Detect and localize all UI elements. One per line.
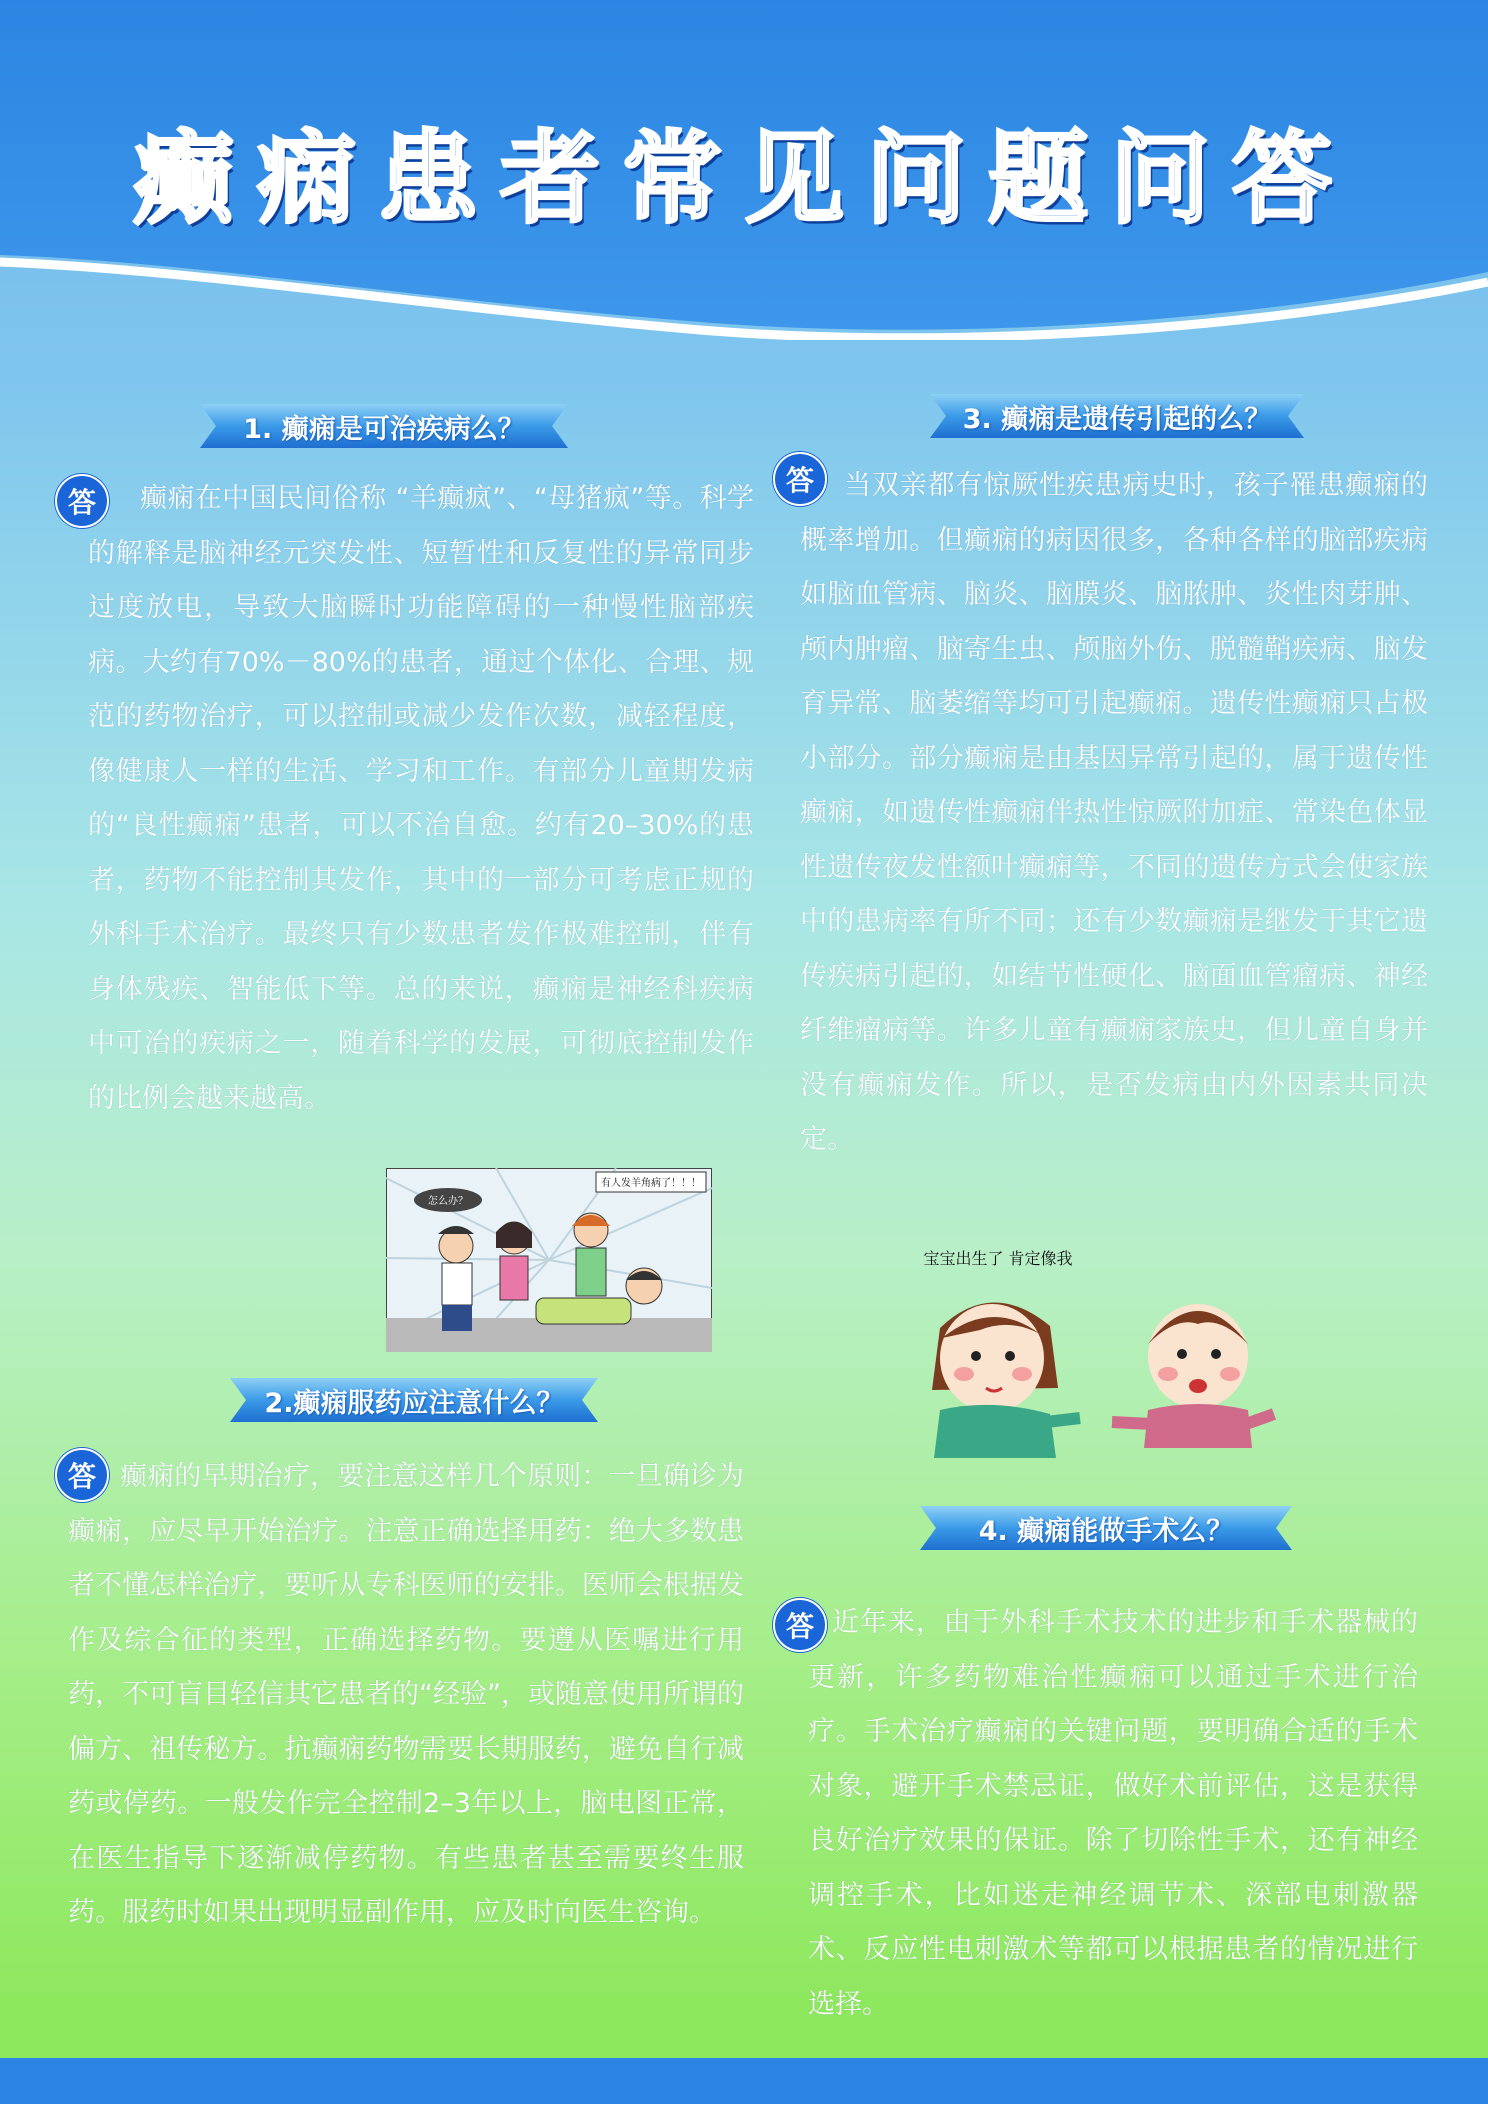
seizure-bubble-text: 怎么办？ (428, 1196, 468, 1207)
bystander-woman-figure (496, 1222, 532, 1300)
heading-ribbon-q3 (930, 386, 1304, 446)
heading-q1: 1. 癫痫是可治疾病么？ (243, 413, 525, 445)
heading-q4: 4. 癫痫能做手术么？ (978, 1515, 1234, 1547)
answer-text-q4: 近年来，由于外科手术技术的进步和手术器械的更新，许多药物难治性癫痫可以通过手术进行治疗。手术治疗癫痫的关键问题，要明确合适的手术对象，避开手术禁忌证，做好术前评估，这是获得良好治疗效果的保证。除了切除性手术，还有神经调控手术，比如迷走神经调节术、深部电刺激器术、反应性电刺激术等都可以根据患者的情况进行选择。 (808, 1607, 1418, 2020)
answer-badge-q2: 答 (55, 1448, 109, 1502)
answer-badge-q4: 答 (773, 1598, 827, 1652)
bystander-man-figure (438, 1226, 474, 1331)
heading-q2: 2.癫痫服药应注意什么？ (264, 1387, 564, 1419)
couple-cartoon-illustration (880, 1238, 1280, 1458)
girl-figure (572, 1213, 610, 1296)
answer-badge-q1: 答 (55, 474, 109, 528)
man-figure (1112, 1304, 1274, 1448)
heading-q3: 3. 癫痫是遗传引起的么？ (962, 403, 1272, 435)
heading-ribbon-q1 (200, 396, 568, 456)
answer-text-q1: 癫痫在中国民间俗称 “羊癫疯”、“母猪疯”等。科学的解释是脑神经元突发性、短暂性和反复性的异常同步过度放电，导致大脑瞬时功能障碍的一种慢性脑部疾病。大约有70%－80%的患者，通过个体化、合理、规范的药物治疗，可以控制或减少发作次数，减轻程度，像健康人一样的生活、学习和工作。有部分儿童期发病的“良性癫痫”患者，可以不治自愈。约有20–30%的患者，药物不能控制其发作，其中的一部分可考虑正规的外科手术治疗。最终只有少数患者发作极难控制，伴有身体残疾、智能低下等。总的来说，癫痫是神经科疾病中可治的疾病之一，随着科学的发展，可彻底控制发作的比例会越来越高。 (88, 483, 754, 1114)
couple-caption-text: 宝宝出生了 肯定像我 (923, 1249, 1073, 1268)
poster-title: 癫痫患者常见问题问答 (134, 120, 1354, 237)
answer-text-q2: 癫痫的早期治疗，要注意这样几个原则：一旦确诊为癫痫，应尽早开始治疗。注意正确选择用药：绝大多数患者不懂怎样治疗，要听从专科医师的安排。医师会根据发作及综合征的类型，正确选择药物。要遵从医嘱进行用药，不可盲目轻信其它患者的“经验”，或随意使用所谓的偏方、祖传秘方。抗癫痫药物需要长期服药，避免自行减药或停药。一般发作完全控制2–3年以上，脑电图正常，在医生指导下逐渐减停药物。有些患者甚至需要终生服药。服药时如果出现明显副作用，应及时向医生咨询。 (68, 1461, 744, 1928)
heading-ribbon-q4 (920, 1498, 1292, 1558)
footer-bar (0, 2058, 1488, 2104)
heading-ribbon-q2 (230, 1370, 598, 1430)
header-banner (0, 0, 1488, 340)
seizure-banner-text: 有人发羊角病了！！！ (601, 1178, 701, 1189)
woman-figure (932, 1302, 1080, 1458)
answer-text-q3: 当双亲都有惊厥性疾患病史时，孩子罹患癫痫的概率增加。但癫痫的病因很多，各种各样的脑部疾病如脑血管病、脑炎、脑膜炎、脑脓肿、炎性肉芽肿、颅内肿瘤、脑寄生虫、颅脑外伤、脱髓鞘疾病、脑发育异常、脑萎缩等均可引起癫痫。遗传性癫痫只占极小部分。部分癫痫是由基因异常引起的，属于遗传性癫痫，如遗传性癫痫伴热性惊厥附加症、常染色体显性遗传夜发性额叶癫痫等，不同的遗传方式会使家族中的患病率有所不同；还有少数癫痫是继发于其它遗传疾病引起的，如结节性硬化、脑面血管瘤病、神经纤维瘤病等。许多儿童有癫痫家族史，但儿童自身并没有癫痫发作。所以，是否发病由内外因素共同决定。 (800, 470, 1428, 1155)
seizure-cartoon-illustration (386, 1168, 712, 1352)
answer-badge-q3: 答 (773, 452, 827, 506)
